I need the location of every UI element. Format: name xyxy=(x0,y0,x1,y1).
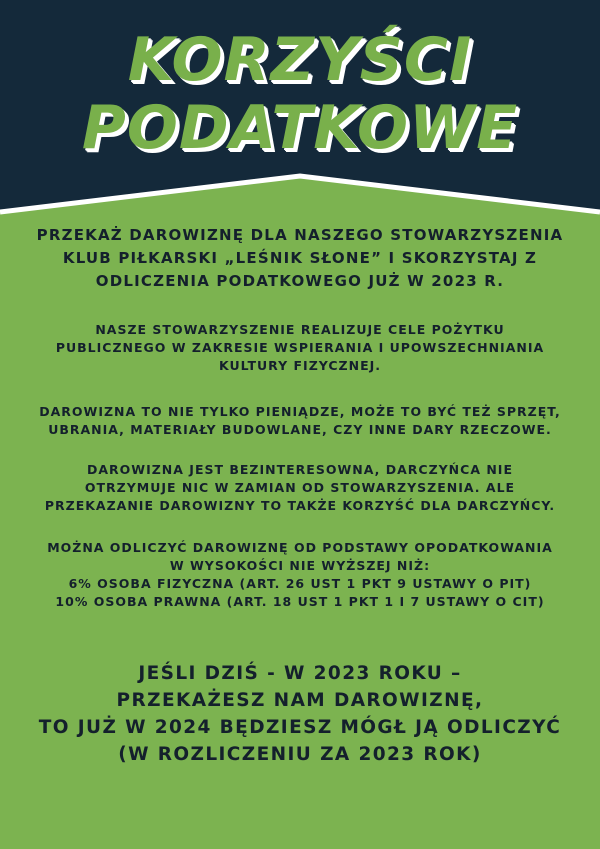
paragraph-public-benefit xyxy=(20,321,580,375)
intro-line: ODLICZENIA PODATKOWEGO JUŻ W 2023 R. xyxy=(95,272,505,290)
paragraph-line: DAROWIZNA TO NIE TYLKO PIENIĄDZE, MOŻE TO BYĆ TEŻ SPRZĘT, xyxy=(39,404,561,419)
title-line-1: KORZYŚCI xyxy=(127,25,473,95)
title-line-2: PODATKOWE xyxy=(81,93,519,163)
paragraph-line: KULTURY FIZYCZNEJ. xyxy=(218,358,382,373)
paragraph-deduction-limits xyxy=(20,539,580,611)
paragraph-line: NASZE STOWARZYSZENIE REALIZUJE CELE POŻYTKU xyxy=(95,322,505,337)
paragraph-line: PUBLICZNEGO W ZAKRESIE WSPIERANIA I UPOWSZECHNIANIA xyxy=(55,340,545,355)
paragraph-line: PRZEKAZANIE DAROWIZNY TO TAKŻE KORZYŚĆ DLA DARCZYŃCY. xyxy=(44,498,556,513)
deduction-legal-entity: 10% OSOBA PRAWNA (ART. 18 UST 1 PKT 1 I 7 USTAWY O CIT) xyxy=(55,594,545,609)
paragraph-line: UBRANIA, MATERIAŁY BUDOWLANE, CZY INNE DARY RZECZOWE. xyxy=(48,422,552,437)
intro-line: PRZEKAŻ DAROWIZNĘ DLA NASZEGO STOWARZYSZENIA xyxy=(36,226,564,244)
intro-line: KLUB PIŁKARSKI „LEŚNIK SŁONE” I SKORZYSTAJ Z xyxy=(62,249,538,267)
paragraph-donation-types xyxy=(20,403,580,439)
paragraph-line: DAROWIZNA JEST BEZINTERESOWNA, DARCZYŃCA NIE xyxy=(87,462,513,477)
closing-line: TO JUŻ W 2024 BĘDZIESZ MÓGŁ JĄ ODLICZYĆ xyxy=(38,717,562,738)
paragraph-line: MOŻNA ODLICZYĆ DAROWIZNĘ OD PODSTAWY OPODATKOWANIA xyxy=(47,540,553,555)
closing-callout xyxy=(20,660,580,768)
intro-text xyxy=(20,224,580,293)
paragraph-line: W WYSOKOŚCI NIE WYŻSZEJ NIŻ: xyxy=(169,558,431,573)
paragraph-donor-benefit xyxy=(20,461,580,515)
closing-line: (W ROZLICZENIU ZA 2023 ROK) xyxy=(118,744,482,765)
paragraph-line: OTRZYMUJE NIC W ZAMIAN OD STOWARZYSZENIA. ALE xyxy=(84,480,516,495)
deduction-individual: 6% OSOBA FIZYCZNA (ART. 26 UST 1 PKT 9 USTAWY O PIT) xyxy=(68,576,532,591)
closing-line: PRZEKAŻESZ NAM DAROWIZNĘ, xyxy=(116,690,484,711)
closing-line: JEŚLI DZIŚ - W 2023 ROKU – xyxy=(138,663,462,684)
